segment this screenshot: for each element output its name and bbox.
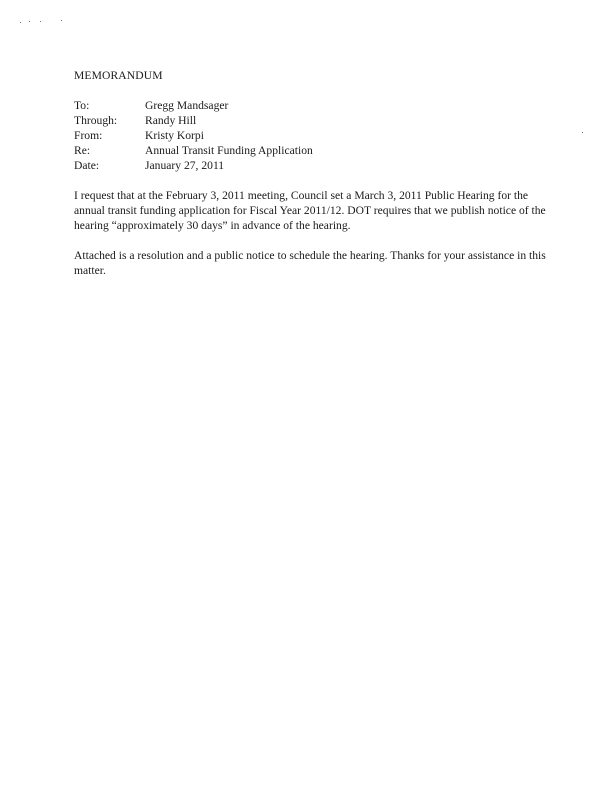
scan-speck	[20, 22, 21, 23]
header-row-from	[74, 128, 554, 143]
scan-speck	[582, 132, 583, 133]
header-label-from: From:	[74, 129, 103, 142]
header-row-through	[74, 113, 554, 128]
memo-paragraph-request: I request that at the February 3, 2011 meeting, Council set a March 3, 2011 Public Hearing for the annual transit funding application for Fiscal Year 2011/12. DOT requires that we publish notice of the hearing “approximately 30 days” in advance of the hearing.	[74, 189, 546, 232]
header-label-through: Through:	[74, 114, 118, 127]
header-label-to: To:	[74, 99, 90, 112]
header-row-date	[74, 158, 554, 173]
scan-speck	[61, 20, 62, 21]
memo-body	[74, 68, 554, 293]
header-value-to: Gregg Mandsager	[145, 99, 229, 112]
scan-speck	[40, 21, 41, 22]
scan-speck	[29, 21, 30, 22]
header-row-re	[74, 143, 554, 158]
header-value-re: Annual Transit Funding Application	[145, 144, 313, 157]
header-value-from: Kristy Korpi	[145, 129, 204, 142]
memo-title: MEMORANDUM	[74, 69, 163, 82]
memo-headers	[74, 98, 554, 173]
header-value-through: Randy Hill	[145, 114, 197, 127]
memo-paragraph-attached: Attached is a resolution and a public notice to schedule the hearing. Thanks for your assistance in this matter.	[74, 249, 546, 277]
header-row-to	[74, 98, 554, 113]
header-label-date: Date:	[74, 159, 100, 172]
header-label-re: Re:	[74, 144, 91, 157]
header-value-date: January 27, 2011	[145, 159, 225, 172]
